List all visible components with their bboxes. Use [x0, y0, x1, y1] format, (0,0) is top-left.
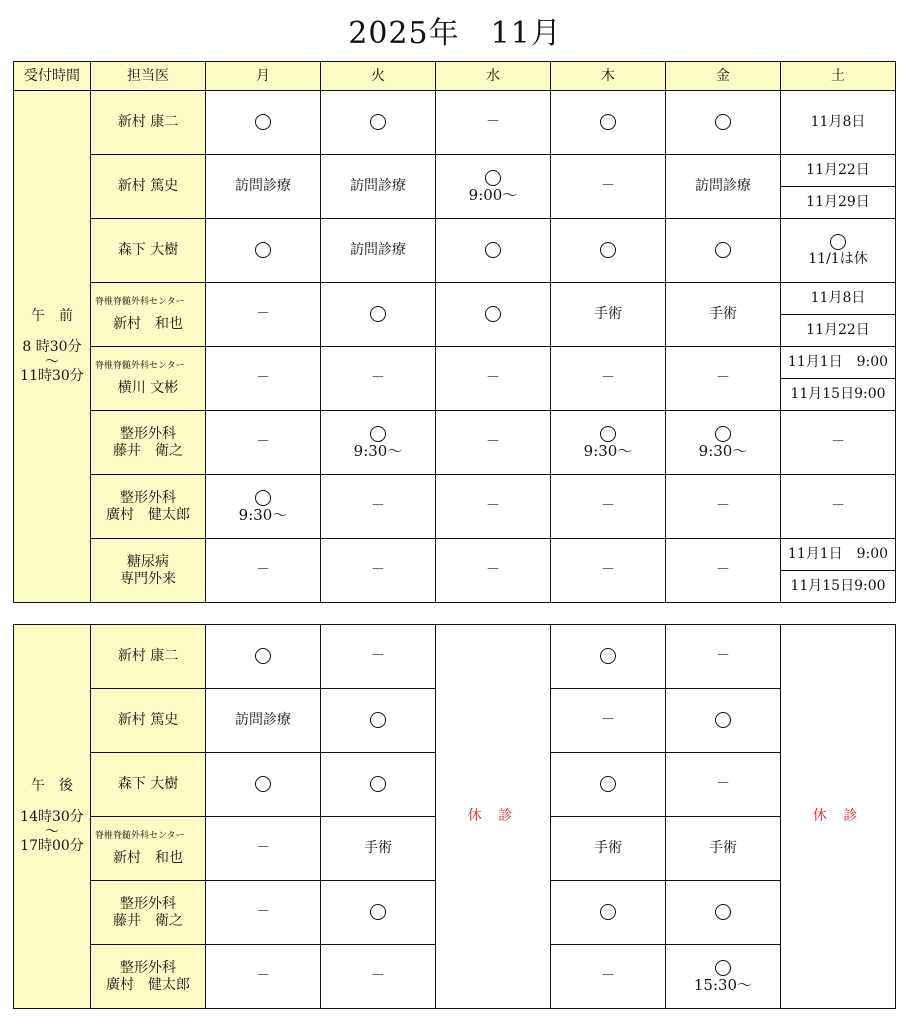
none-dash: －	[321, 625, 436, 689]
table-row	[14, 91, 896, 155]
header-wednesday: 水	[436, 62, 551, 91]
available-circle-icon	[715, 712, 731, 728]
header-doctor: 担当医	[91, 62, 206, 91]
wednesday-closed: 休 診	[436, 625, 551, 1009]
none-dash: －	[206, 945, 321, 1009]
table-row	[14, 155, 896, 187]
doctor-name: 廣村 健太郎	[106, 506, 190, 523]
doctor-name: 森下 大樹	[91, 219, 206, 283]
table-row	[14, 539, 896, 571]
department-label: 整形外科	[120, 959, 176, 976]
saturday-date: 11月1日 9:00	[781, 347, 896, 379]
start-time: 15:30～	[693, 976, 753, 994]
start-time: 9:30～	[698, 442, 748, 460]
table-row	[14, 283, 896, 315]
none-dash: －	[206, 817, 321, 881]
header-saturday: 土	[781, 62, 896, 91]
available-circle-icon	[600, 114, 616, 130]
doctor-name: 森下 大樹	[91, 753, 206, 817]
doctor-name: 新村 篤史	[91, 689, 206, 753]
doctor-name: 横川 文彬	[117, 379, 179, 396]
none-dash: －	[321, 347, 436, 411]
home-visit-text: 訪問診療	[206, 689, 321, 753]
surgery-text: 手術	[321, 817, 436, 881]
morning-schedule-table	[13, 61, 896, 603]
saturday-date: 11月15日9:00	[781, 379, 896, 411]
none-dash: －	[666, 347, 781, 411]
header-thursday: 木	[551, 62, 666, 91]
doctor-name: 新村 和也	[113, 849, 183, 866]
none-dash: －	[206, 539, 321, 603]
doctor-name: 藤井 衛之	[113, 442, 183, 459]
available-circle-icon	[600, 904, 616, 920]
doctor-name: 藤井 衛之	[113, 912, 183, 929]
available-circle-icon	[485, 242, 501, 258]
surgery-text: 手術	[666, 283, 781, 347]
afternoon-time-start: 14時30分	[20, 809, 84, 825]
available-circle-icon	[600, 776, 616, 792]
available-circle-icon	[370, 306, 386, 322]
none-dash: －	[781, 411, 896, 475]
home-visit-text: 訪問診療	[321, 155, 436, 219]
none-dash: －	[206, 283, 321, 347]
doctor-name: 新村 康二	[91, 625, 206, 689]
department-label: 整形外科	[120, 489, 176, 506]
available-circle-icon	[600, 648, 616, 664]
available-circle-icon	[370, 904, 386, 920]
saturday-closed: 休 診	[781, 625, 896, 1009]
header-monday: 月	[206, 62, 321, 91]
available-circle-icon	[370, 426, 386, 442]
available-circle-icon	[370, 114, 386, 130]
doctor-name: 新村 和也	[113, 315, 183, 332]
home-visit-text: 訪問診療	[206, 155, 321, 219]
none-dash: －	[206, 881, 321, 945]
start-time: 9:30～	[238, 506, 288, 524]
page-title: 2025年 11月	[348, 16, 562, 51]
saturday-date: 11月22日	[781, 315, 896, 347]
afternoon-label: 午 後	[31, 778, 73, 794]
none-dash: －	[321, 539, 436, 603]
none-dash: －	[551, 689, 666, 753]
home-visit-text: 訪問診療	[666, 155, 781, 219]
department-label: 糖尿病	[127, 553, 169, 570]
available-circle-icon	[715, 242, 731, 258]
start-time: 9:30～	[583, 442, 633, 460]
available-circle-icon	[830, 234, 846, 250]
available-circle-icon	[715, 960, 731, 976]
available-circle-icon	[715, 114, 731, 130]
none-dash: －	[551, 945, 666, 1009]
department-label: 整形外科	[120, 425, 176, 442]
available-circle-icon	[370, 776, 386, 792]
start-time: 9:00～	[468, 186, 518, 204]
saturday-date: 11月1日 9:00	[781, 539, 896, 571]
none-dash: －	[206, 411, 321, 475]
available-circle-icon	[600, 426, 616, 442]
surgery-text: 手術	[666, 817, 781, 881]
afternoon-tilde: ～	[45, 824, 59, 840]
available-circle-icon	[715, 426, 731, 442]
none-dash: －	[321, 475, 436, 539]
surgery-text: 手術	[551, 817, 666, 881]
available-circle-icon	[715, 904, 731, 920]
table-row	[14, 219, 896, 283]
none-dash: －	[551, 155, 666, 219]
available-circle-icon	[255, 648, 271, 664]
header-friday: 金	[666, 62, 781, 91]
available-circle-icon	[600, 242, 616, 258]
available-circle-icon	[255, 242, 271, 258]
none-dash: －	[666, 539, 781, 603]
start-time: 9:30～	[353, 442, 403, 460]
afternoon-schedule-table	[13, 624, 896, 1009]
home-visit-text: 訪問診療	[321, 219, 436, 283]
saturday-note: 11/1は休	[808, 251, 868, 267]
none-dash: －	[436, 411, 551, 475]
none-dash: －	[436, 539, 551, 603]
none-dash: －	[551, 475, 666, 539]
table-row	[14, 625, 896, 689]
surgery-text: 手術	[551, 283, 666, 347]
saturday-date: 11月22日	[781, 155, 896, 187]
none-dash: －	[321, 945, 436, 1009]
none-dash: －	[551, 347, 666, 411]
available-circle-icon	[255, 114, 271, 130]
saturday-date: 11月8日	[781, 91, 896, 155]
header-row	[14, 62, 896, 91]
available-circle-icon	[485, 170, 501, 186]
doctor-name: 廣村 健太郎	[106, 976, 190, 993]
saturday-date: 11月8日	[781, 283, 896, 315]
department-label: 脊椎脊髄外科センター	[95, 830, 185, 841]
available-circle-icon	[370, 712, 386, 728]
morning-time-end: 11時30分	[20, 368, 84, 384]
afternoon-time-end: 17時00分	[20, 838, 84, 854]
afternoon-time-cell	[14, 625, 91, 1009]
department-label: 脊椎脊髄外科センター	[95, 296, 185, 307]
none-dash: －	[666, 475, 781, 539]
header-tuesday: 火	[321, 62, 436, 91]
available-circle-icon	[255, 776, 271, 792]
doctor-name: 専門外来	[120, 570, 176, 587]
header-reception-time: 受付時間	[14, 62, 91, 91]
department-label: 脊椎脊髄外科センター	[95, 360, 185, 371]
table-row	[14, 475, 896, 539]
table-row	[14, 347, 896, 379]
none-dash: －	[206, 347, 321, 411]
none-dash: －	[436, 91, 551, 155]
department-label: 整形外科	[120, 895, 176, 912]
table-row	[14, 411, 896, 475]
none-dash: －	[551, 539, 666, 603]
none-dash: －	[666, 753, 781, 817]
available-circle-icon	[485, 306, 501, 322]
morning-time-start: 8 時30分	[22, 339, 82, 355]
none-dash: －	[666, 625, 781, 689]
none-dash: －	[436, 475, 551, 539]
morning-time-cell	[14, 91, 91, 603]
saturday-date: 11月15日9:00	[781, 571, 896, 603]
doctor-name: 新村 康二	[91, 91, 206, 155]
morning-tilde: ～	[45, 354, 59, 370]
available-circle-icon	[255, 490, 271, 506]
morning-label: 午 前	[31, 308, 73, 324]
saturday-date: 11月29日	[781, 187, 896, 219]
none-dash: －	[781, 475, 896, 539]
none-dash: －	[436, 347, 551, 411]
doctor-name: 新村 篤史	[91, 155, 206, 219]
